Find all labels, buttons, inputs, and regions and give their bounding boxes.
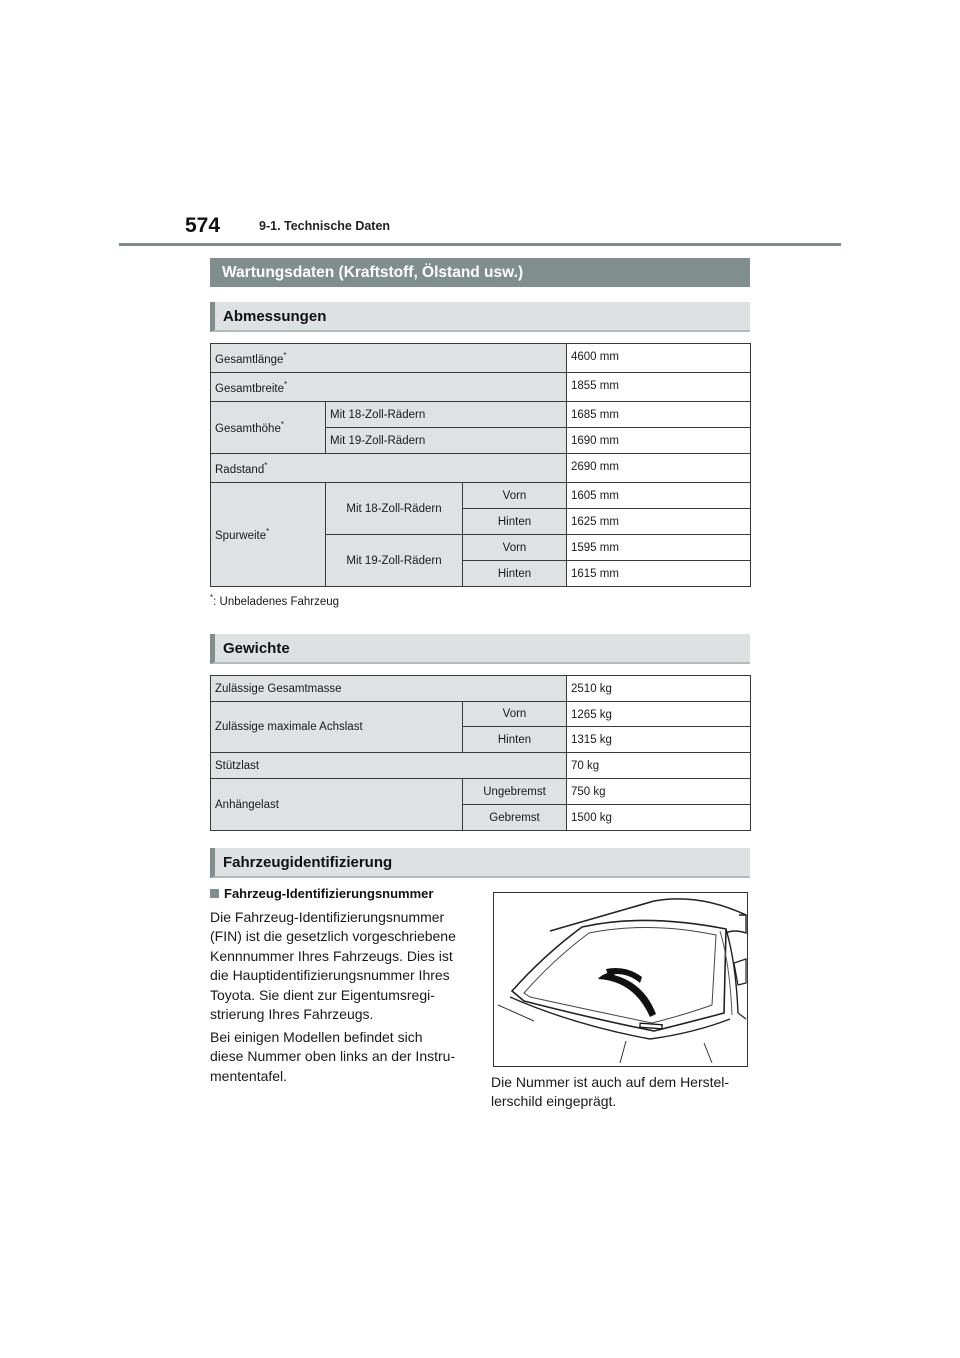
length-label: Gesamtlänge <box>215 353 284 366</box>
axle-rear-value: 1315 kg <box>567 727 751 753</box>
section-label: 9-1. Technische Daten <box>259 219 391 233</box>
weights-heading <box>210 634 750 664</box>
bullet-square-icon <box>210 889 219 898</box>
tongue-label: Stützlast <box>211 753 567 779</box>
table-row <box>211 676 751 702</box>
page-number: 574 <box>185 214 221 237</box>
tongue-value: 70 kg <box>567 753 751 779</box>
text-line: diese Nummer oben links an der Instru- <box>210 1048 456 1065</box>
identification-heading-text: Fahrzeugidentifizierung <box>223 853 393 871</box>
text-line: Kennnummer Ihres Fahrzeugs. Dies ist <box>210 947 453 964</box>
vin-heading <box>210 886 433 901</box>
wheelbase-value: 2690 mm <box>567 454 751 483</box>
text-line: mententafel. <box>210 1067 288 1084</box>
table-row <box>211 402 751 428</box>
track-19-rear-label: Hinten <box>463 561 567 587</box>
table-row <box>211 753 751 779</box>
wheelbase-label: Radstand <box>215 463 265 476</box>
asterisk-marker: * <box>266 527 270 537</box>
height-label-cell <box>211 402 326 454</box>
axle-front-label: Vorn <box>463 702 567 727</box>
table-row <box>211 779 751 805</box>
text-line: (FIN) ist die gesetzlich vorgeschriebene <box>210 928 456 945</box>
asterisk-marker: * <box>280 420 284 430</box>
text-line: Toyota. Sie dient zur Eigentumsregi- <box>210 986 435 1003</box>
track-18-front-value: 1605 mm <box>567 483 751 509</box>
track-18-label: Mit 18-Zoll-Rädern <box>326 483 463 535</box>
table-row <box>211 702 751 727</box>
table-row <box>211 454 751 483</box>
vin-paragraph-1 <box>210 908 475 1024</box>
text-line: Die Nummer ist auch auf dem Herstel- <box>491 1074 730 1090</box>
height-18-value: 1685 mm <box>567 402 751 428</box>
header-divider <box>119 243 841 246</box>
windshield-drawing <box>494 893 747 1066</box>
gross-value: 2510 kg <box>567 676 751 702</box>
text-line: die Hauptidentifizierungsnummer Ihres <box>210 967 450 984</box>
track-18-rear-label: Hinten <box>463 509 567 535</box>
height-18-label: Mit 18-Zoll-Rädern <box>326 402 567 428</box>
dimensions-table <box>210 343 751 587</box>
illustration-caption <box>491 1073 751 1112</box>
track-label: Spurweite <box>215 529 267 542</box>
axle-front-value: 1265 kg <box>567 702 751 727</box>
track-19-front-value: 1595 mm <box>567 535 751 561</box>
axle-rear-label: Hinten <box>463 727 567 753</box>
dimensions-heading <box>210 302 750 332</box>
width-label-cell <box>211 373 567 402</box>
footnote-marker: * <box>210 593 214 602</box>
text-line: Die Fahrzeug-Identifizierungsnummer <box>210 909 445 925</box>
text-line: strierung Ihres Fahrzeugs. <box>210 1006 374 1023</box>
vin-heading-text: Fahrzeug-Identifizierungsnummer <box>224 886 434 901</box>
weights-heading-text: Gewichte <box>223 639 290 657</box>
length-value: 4600 mm <box>567 344 751 373</box>
table-row <box>211 483 751 509</box>
asterisk-marker: * <box>264 460 268 470</box>
track-19-front-label: Vorn <box>463 535 567 561</box>
width-label: Gesamtbreite <box>215 382 285 395</box>
main-title: Wartungsdaten (Kraftstoff, Ölstand usw.) <box>222 263 524 281</box>
length-label-cell <box>211 344 567 373</box>
track-19-rear-value: 1615 mm <box>567 561 751 587</box>
width-value: 1855 mm <box>567 373 751 402</box>
footnote-text: : Unbeladenes Fahrzeug <box>213 595 340 608</box>
asterisk-marker: * <box>284 379 288 389</box>
track-18-rear-value: 1625 mm <box>567 509 751 535</box>
track-18-front-label: Vorn <box>463 483 567 509</box>
asterisk-marker: * <box>283 350 287 360</box>
main-title-banner <box>210 258 750 287</box>
vin-paragraph-2 <box>210 1028 475 1086</box>
dimensions-heading-text: Abmessungen <box>223 307 327 325</box>
gross-label: Zulässige Gesamtmasse <box>211 676 567 702</box>
text-line: lerschild eingeprägt. <box>491 1093 617 1110</box>
table-row <box>211 344 751 373</box>
wheelbase-label-cell <box>211 454 567 483</box>
text-line: Bei einigen Modellen befindet sich <box>210 1029 423 1045</box>
trailer-unbraked-label: Ungebremst <box>463 779 567 805</box>
trailer-label: Anhängelast <box>211 779 463 831</box>
trailer-unbraked-value: 750 kg <box>567 779 751 805</box>
trailer-braked-label: Gebremst <box>463 805 567 831</box>
height-19-label: Mit 19-Zoll-Rädern <box>326 428 567 454</box>
track-label-cell <box>211 483 326 587</box>
weights-table <box>210 675 751 831</box>
height-label: Gesamthöhe <box>215 422 281 435</box>
vin-location-illustration <box>493 892 748 1067</box>
identification-heading <box>210 848 750 878</box>
axle-label: Zulässige maximale Achslast <box>211 702 463 753</box>
footnote <box>210 593 339 608</box>
height-19-value: 1690 mm <box>567 428 751 454</box>
table-row <box>211 373 751 402</box>
trailer-braked-value: 1500 kg <box>567 805 751 831</box>
track-19-label: Mit 19-Zoll-Rädern <box>326 535 463 587</box>
